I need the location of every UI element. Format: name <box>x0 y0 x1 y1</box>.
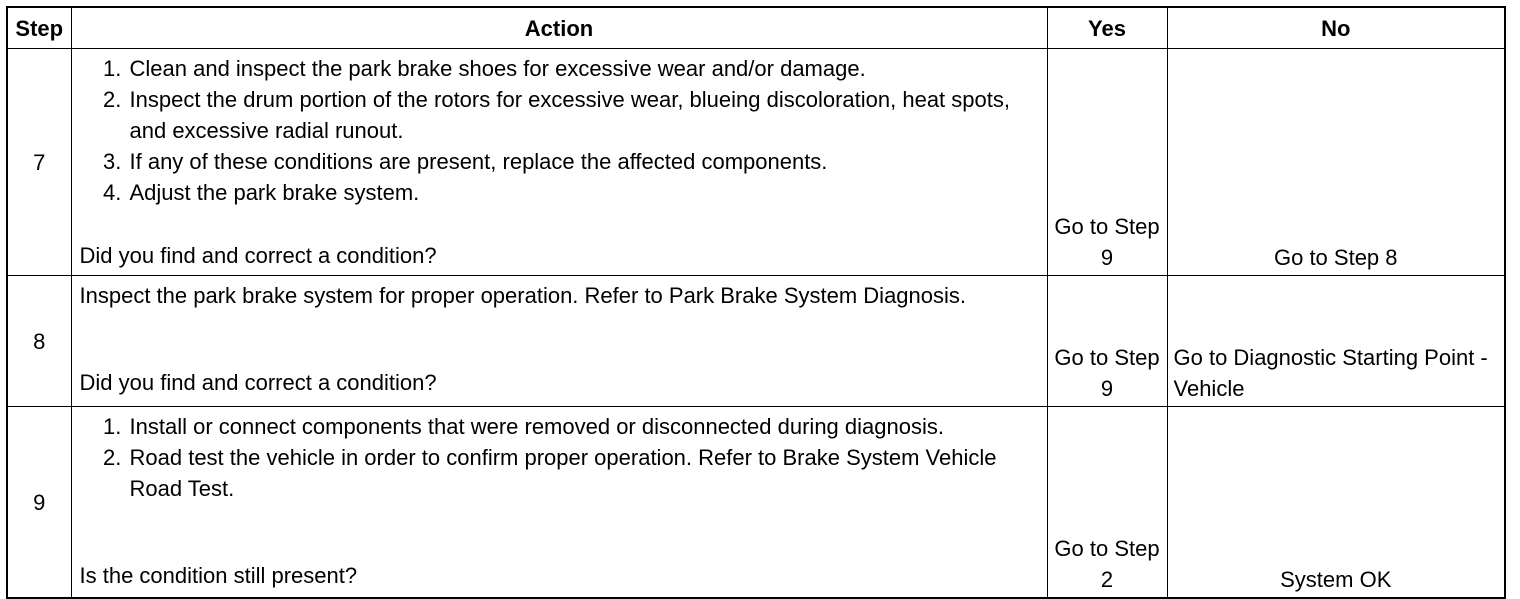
no-result: System OK <box>1280 567 1392 592</box>
diagnostic-table <box>6 6 1506 599</box>
list-item: 1. Install or connect components that were removed or disconnected during diagnosis. <box>128 411 1039 442</box>
step-number: 8 <box>7 276 71 407</box>
yes-result: Go to Step 9 <box>1054 214 1160 270</box>
header-action: Action <box>71 7 1047 49</box>
table-row-step-9 <box>7 407 1505 599</box>
question-text: Did you find and correct a condition? <box>79 370 437 395</box>
table-row-step-7 <box>7 49 1505 276</box>
no-result: Go to Diagnostic Starting Point - Vehicle <box>1173 345 1488 401</box>
header-row <box>7 7 1505 49</box>
action-cell <box>71 407 1047 599</box>
action-cell <box>71 276 1047 407</box>
action-list <box>80 53 1039 208</box>
step-number: 9 <box>7 407 71 599</box>
yes-cell <box>1047 276 1167 407</box>
no-result: Go to Step 8 <box>1273 245 1398 270</box>
yes-result: Go to Step 9 <box>1054 345 1160 401</box>
yes-cell <box>1047 49 1167 276</box>
list-item: 1. Clean and inspect the park brake shoes for excessive wear and/or damage. <box>128 53 1039 84</box>
action-text: Inspect the park brake system for proper operation. Refer to Park Brake System Diagnosis. <box>79 283 967 308</box>
step-number: 7 <box>7 49 71 276</box>
question-text: Did you find and correct a condition? <box>79 243 437 268</box>
action-cell <box>71 49 1047 276</box>
no-cell <box>1167 407 1505 599</box>
list-item: 2. Inspect the drum portion of the rotors for excessive wear, blueing discoloration, heat spots, and excessive radial runout. <box>128 84 1039 146</box>
table-row-step-8 <box>7 276 1505 407</box>
list-item: 4. Adjust the park brake system. <box>128 177 1039 208</box>
question-text: Is the condition still present? <box>79 563 358 588</box>
header-yes: Yes <box>1047 7 1167 49</box>
action-list <box>80 411 1039 504</box>
list-item: 3. If any of these conditions are present, replace the affected components. <box>128 146 1039 177</box>
yes-cell <box>1047 407 1167 599</box>
header-no: No <box>1167 7 1505 49</box>
yes-result: Go to Step 2 <box>1054 536 1160 592</box>
no-cell <box>1167 49 1505 276</box>
list-item: 2. Road test the vehicle in order to confirm proper operation. Refer to Brake System Vehicle Road Test. <box>128 442 1039 504</box>
no-cell <box>1167 276 1505 407</box>
header-step: Step <box>7 7 71 49</box>
